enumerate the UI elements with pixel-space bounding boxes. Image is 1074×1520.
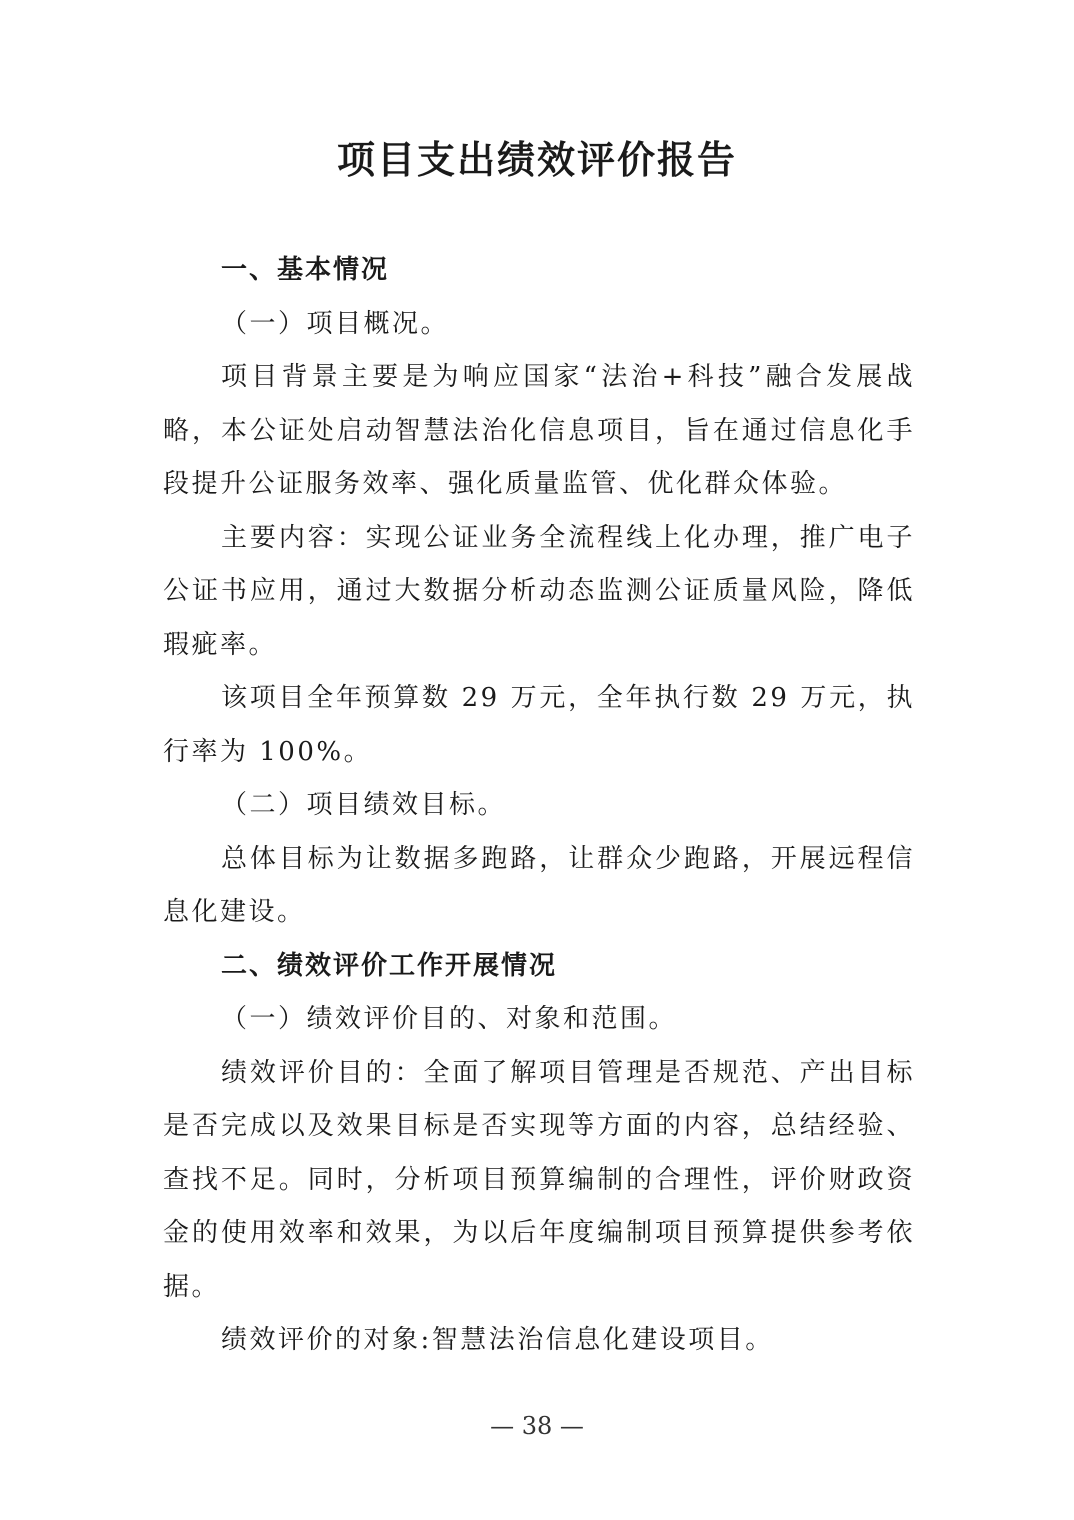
paragraph-project-background: 项目背景主要是为响应国家“法治+科技”融合发展战略，本公证处启动智慧法治化信息项目，旨在通过信息化手段提升公证服务效率、强化质量监管、优化群众体验。 (163, 362, 915, 499)
paragraph-budget: 该项目全年预算数 29 万元，全年执行数 29 万元，执行率为 100%。 (163, 683, 915, 767)
page-number: — 38 — (490, 1412, 584, 1440)
paragraph-evaluation-object: 绩效评价的对象:智慧法治信息化建设项目。 (221, 1325, 774, 1355)
paragraph-main-content: 主要内容：实现公证业务全流程线上化办理，推广电子公证书应用，通过大数据分析动态监测公证质量风险，降低瑕疵率。 (163, 522, 915, 660)
subsection-heading-performance-goals: （二）项目绩效目标。 (221, 790, 507, 820)
report-body (163, 244, 915, 1368)
report-title: 项目支出绩效评价报告 (336, 138, 737, 182)
paragraph-evaluation-purpose: 绩效评价目的：全面了解项目管理是否规范、产出目标是否完成以及效果目标是否实现等方面的内容，总结经验、查找不足。同时，分析项目预算编制的合理性，评价财政资金的使用效率和效果，为以后年度编制项目预算提供参考依据。 (163, 1057, 915, 1302)
subsection-heading-evaluation-purpose: （一）绩效评价目的、对象和范围。 (221, 1004, 678, 1034)
paragraph-overall-goal: 总体目标为让数据多跑路，让群众少跑路，开展远程信息化建设。 (163, 843, 915, 927)
subsection-heading-project-overview: （一）项目概况。 (221, 308, 450, 339)
section-heading-evaluation-work: 二、绩效评价工作开展情况 (221, 950, 558, 981)
section-heading-basic-info: 一、基本情况 (221, 255, 390, 285)
